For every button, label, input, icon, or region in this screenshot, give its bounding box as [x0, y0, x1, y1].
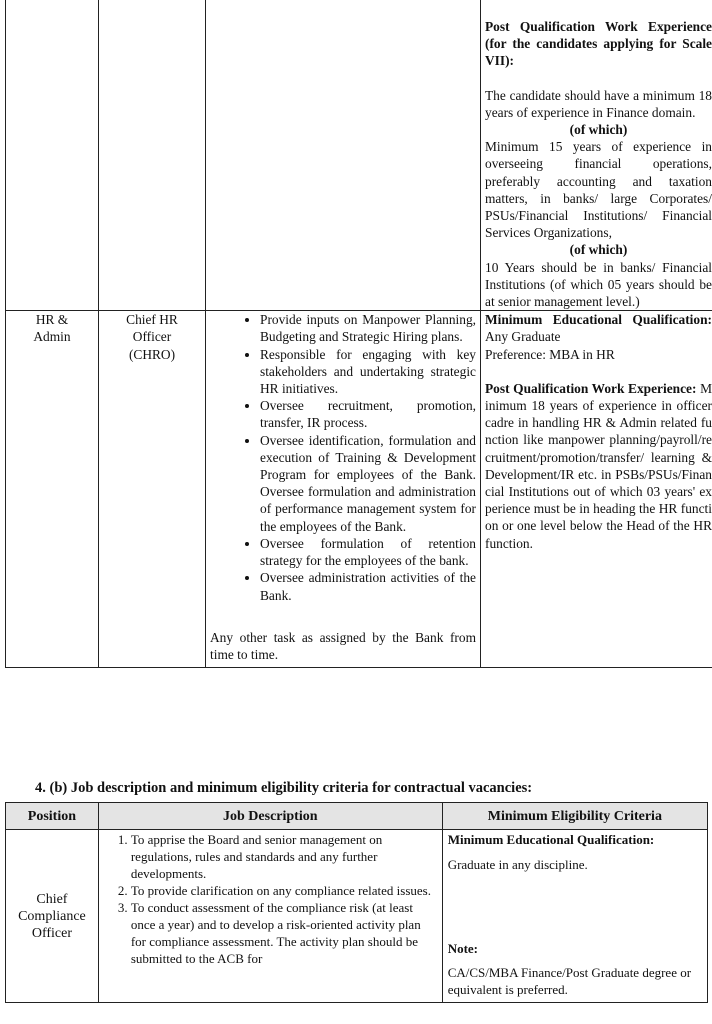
duties-list — [210, 311, 476, 603]
position-label: Chief Compliance Officer — [18, 891, 86, 941]
eligibility-cell — [481, 0, 712, 311]
other-task-text: Any other task as assigned by the Bank from time to time. — [210, 629, 476, 662]
list-item: 3. To conduct assessment of the compliance risk (at least once a year) and to develop a risk-oriented activity plan for compliance assessment. The activity plan should be submitted to the ACB for — [131, 899, 432, 967]
list-item: • Responsible for engaging with key stakeholders and undertaking strategic HR initiatives. — [260, 346, 476, 398]
preference-text: Preference: MBA in HR — [485, 346, 615, 362]
list-item: 1. To apprise the Board and senior management on regulations, rules and standards and any further developments. — [131, 831, 432, 882]
column-header: Job Description — [98, 803, 442, 830]
position-cell — [99, 0, 206, 311]
list-item: • Provide inputs on Manpower Planning, Budgeting and Strategic Hiring plans. — [260, 311, 476, 345]
education-label: Minimum Educational Qualification: — [447, 832, 655, 847]
education-value: Any Graduate — [485, 329, 561, 345]
table-row — [6, 311, 712, 668]
note-text: CA/CS/MBA Finance/Post Graduate degree or equivalent is preferred. — [447, 965, 692, 997]
position-cell — [99, 311, 206, 668]
table-row — [6, 0, 712, 311]
of-which-label: (of which) — [569, 242, 628, 258]
eligibility-cell — [442, 830, 707, 1003]
experience-label: Post Qualification Work Experience: — [485, 380, 697, 396]
table-header-row — [6, 803, 708, 830]
position-label: Chief HR Officer (CHRO) — [126, 312, 178, 362]
of-which-label: (of which) — [569, 122, 628, 138]
position-cell — [6, 830, 99, 1003]
job-description-cell — [98, 830, 442, 1003]
eligibility-table-continued — [5, 0, 712, 668]
column-header: Position — [6, 803, 99, 830]
experience-requirement — [485, 380, 712, 552]
department-label: HR & Admin — [33, 312, 71, 345]
education-requirement — [485, 311, 712, 345]
education-value: Graduate in any discipline. — [447, 857, 588, 872]
table-row — [6, 830, 708, 1003]
experience-value: Minimum 18 years of experience in officer cadre in handling HR & Admin related function like manpower planning/payroll/recruitment/promotion/transfer/ learning & Development/IR etc. in PSBs/PSUs/Financial Institutions out of which 03 years' experience must be in heading the HR function or one level below the Head of the HR function. — [485, 380, 712, 551]
list-item: • Oversee recruitment, promotion, transfer, IR process. — [260, 397, 476, 431]
list-item: 2. To provide clarification on any compliance related issues. — [131, 882, 432, 899]
list-item: • Oversee administration activities of the Bank. — [260, 569, 476, 603]
eligibility-cell — [481, 311, 712, 668]
contractual-vacancies-table — [5, 802, 708, 1003]
experience-text-2: Minimum 15 years of experience in overseeing financial operations, preferably accounting and taxation matters, in banks/ large Corporates/ PSUs/Financial Institutions/ Financial Services Organizations, — [485, 139, 712, 241]
duties-list — [103, 831, 432, 967]
department-cell — [6, 0, 99, 311]
section-heading: 4. (b) Job description and minimum eligibility criteria for contractual vacancies: — [35, 780, 533, 796]
experience-text-3: 10 Years should be in banks/ Financial Institutions (of which 05 years should be at senior management level.) — [485, 259, 712, 310]
education-label: Minimum Educational Qualification: — [485, 312, 712, 328]
list-item: • Oversee formulation of retention strategy for the employees of the bank. — [260, 535, 476, 569]
job-description-cell — [206, 311, 481, 668]
column-header: Minimum Eligibility Criteria — [442, 803, 707, 830]
experience-heading: Post Qualification Work Experience (for the candidates applying for Scale VII): — [485, 19, 712, 69]
experience-text-1: The candidate should have a minimum 18 years of experience in Finance domain. — [485, 87, 712, 120]
note-label: Note: — [447, 941, 479, 956]
list-item: • Oversee identification, formulation and execution of Training & Development Program for employees of the Bank. Oversee formulation and administration of performance management system for the employees of the Bank. — [260, 432, 476, 535]
job-description-cell — [206, 0, 481, 311]
department-cell — [6, 311, 99, 668]
